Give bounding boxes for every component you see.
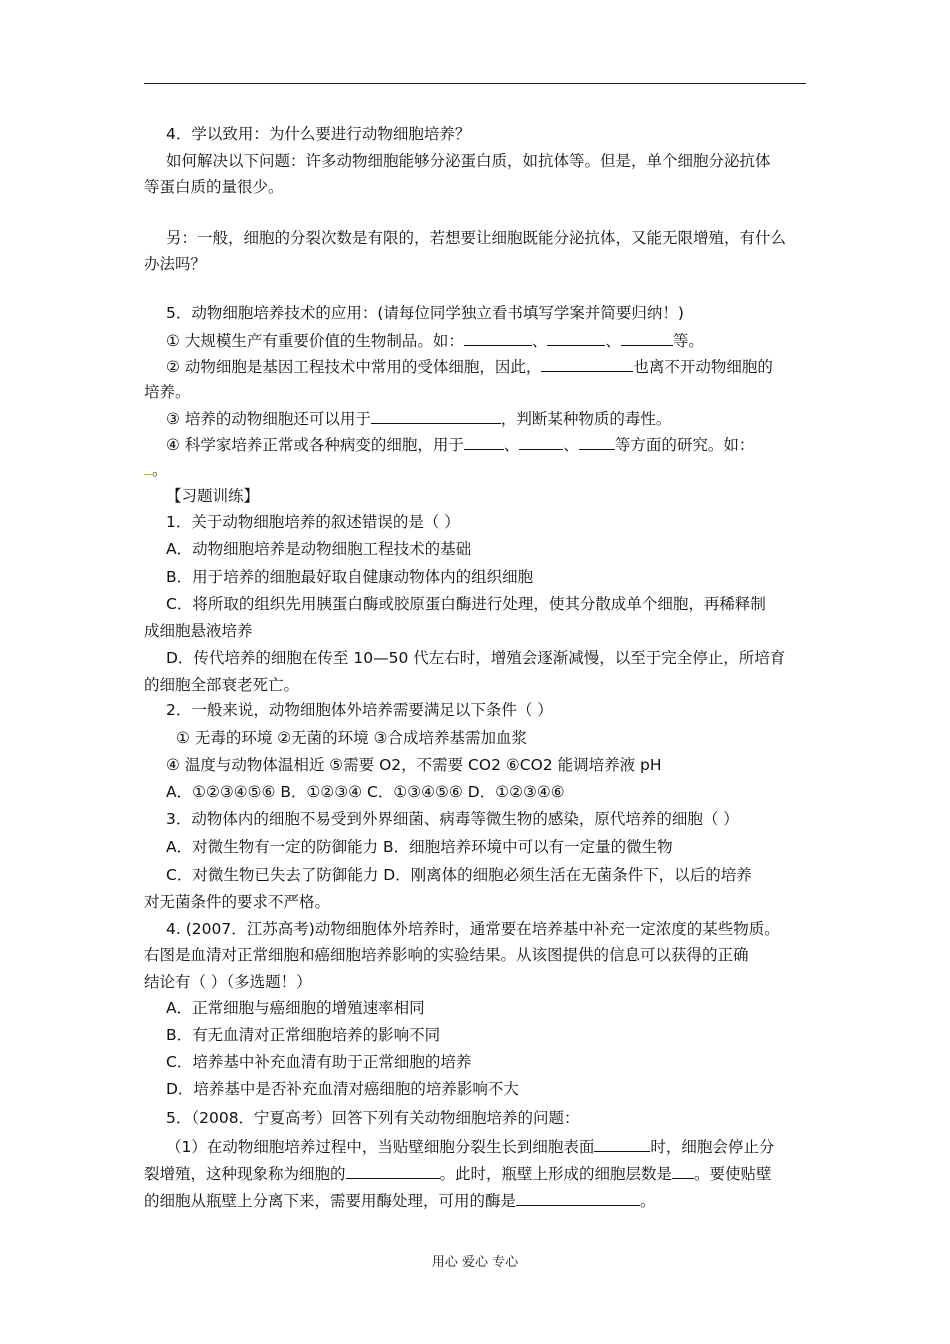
- separator: 、: [605, 332, 621, 350]
- question-5-part1-line2: [144, 1163, 772, 1184]
- section-5-item-2-line2: 培养。: [144, 383, 191, 401]
- item-1-text: ① 大规模生产有重要价值的生物制品。如：: [166, 332, 464, 350]
- question-2-options: A．①②③④⑤⑥ B．①②③④ C．①③④⑤⑥ D．①②③④⑥: [166, 783, 565, 801]
- part1-text: 的细胞从瓶壁上分离下来，需要用酶处理，可用的酶是: [144, 1192, 517, 1210]
- section-5-item-4-line2: [144, 460, 168, 480]
- fill-blank[interactable]: [547, 330, 605, 346]
- page-footer: 用心 爱心 专心: [431, 1255, 519, 1270]
- section-5-item-1: [166, 330, 704, 351]
- item-4-text-cont: 等方面的研究。如：: [614, 436, 755, 454]
- question-2-conditions-row2: ④ 温度与动物体温相近 ⑤需要 O2，不需要 CO2 ⑥CO2 能调培养液 pH: [166, 756, 662, 774]
- section-5-title: 5．动物细胞培养技术的应用：(请每位同学独立看书填写学案并简要归纳！): [166, 304, 684, 322]
- fill-blank[interactable]: [519, 434, 563, 450]
- section-4-para1-line1: 如何解决以下问题：许多动物细胞能够分泌蛋白质，如抗体等。但是，单个细胞分泌抗体: [166, 152, 771, 170]
- question-3-options-ab: A．对微生物有一定的防御能力 B．细胞培养环境中可以有一定量的微生物: [166, 838, 673, 856]
- item-2-text: ② 动物细胞是基因工程技术中常用的受体细胞，因此，: [166, 358, 542, 376]
- fill-blank[interactable]: [594, 1136, 650, 1152]
- section-5-item-3: [166, 408, 671, 429]
- question-5-part1-line1: [166, 1136, 774, 1157]
- fill-blank[interactable]: [541, 356, 633, 372]
- fill-blank[interactable]: [346, 1163, 440, 1179]
- question-4-option-d: D．培养基中是否补充血清对癌细胞的培养影响不大: [166, 1080, 519, 1098]
- separator: 、: [503, 436, 520, 454]
- question-4-line3: 结论有（ ）（多选题！）: [144, 973, 312, 991]
- part1-text-cont: 。此时，瓶壁上形成的细胞层数是: [439, 1165, 673, 1183]
- question-2: 2．一般来说，动物细胞体外培养需要满足以下条件（ ）: [166, 701, 553, 719]
- item-4-text: ④ 科学家培养正常或各种病变的细胞，用于: [166, 436, 464, 454]
- question-5: 5．（2008．宁夏高考）回答下列有关动物细胞培养的问题：: [166, 1109, 580, 1127]
- question-1-option-d-line2: 的细胞全部衰老死亡。: [144, 676, 300, 694]
- question-4-option-b: B．有无血清对正常细胞培养的影响不同: [166, 1026, 441, 1044]
- fill-blank[interactable]: [579, 434, 615, 450]
- fill-blank[interactable]: [621, 330, 673, 346]
- part1-text: 裂增殖，这种现象称为细胞的: [144, 1165, 346, 1183]
- section-4-title: 4．学以致用：为什么要进行动物细胞培养？: [166, 125, 471, 143]
- edit-mark: [144, 464, 152, 475]
- header-rule: [144, 83, 806, 84]
- question-4-line1: 4. (2007．江苏高考)动物细胞体外培养时，通常要在培养基中补充一定浓度的某些物质。: [166, 920, 780, 938]
- question-1-option-a: A．动物细胞培养是动物细胞工程技术的基础: [166, 540, 472, 558]
- question-3: 3．动物体内的细胞不易受到外界细菌、病毒等微生物的感染，原代培养的细胞（ ）: [166, 810, 739, 828]
- question-1-option-d-line1: D．传代培养的细胞在传至 10—50 代左右时，增殖会逐渐减慢，以至于完全停止，所培育: [166, 649, 786, 667]
- separator: 、: [563, 436, 579, 454]
- fill-blank[interactable]: [516, 1190, 640, 1206]
- fill-blank[interactable]: [371, 408, 501, 424]
- fill-blank[interactable]: [672, 1163, 694, 1179]
- question-4-line2: 右图是血清对正常细胞和癌细胞培养影响的实验结果。从该图提供的信息可以获得的正确: [144, 946, 749, 964]
- question-5-part1-line3: [144, 1190, 656, 1211]
- fill-blank[interactable]: [464, 330, 532, 346]
- question-3-options-cd-line2: 对无菌条件的要求不严格。: [144, 893, 331, 911]
- section-5-item-4: [166, 434, 754, 455]
- part1-text-end: 。: [640, 1192, 656, 1210]
- part1-text-end: 。要使贴壁: [694, 1165, 772, 1183]
- section-4-para2-line1: 另：一般，细胞的分裂次数是有限的，若想要让细胞既能分泌抗体，又能无限增殖，有什么: [166, 229, 787, 247]
- question-1-option-b: B．用于培养的细胞最好取自健康动物体内的组织细胞: [166, 568, 534, 586]
- item-1-end: 等。: [672, 332, 704, 350]
- section-4-para2-line2: 办法吗？: [144, 255, 207, 273]
- practice-heading: 【习题训练】: [166, 487, 260, 505]
- part1-text: （1）在动物细胞培养过程中，当贴壁细胞分裂生长到细胞表面: [166, 1138, 595, 1156]
- question-3-options-cd-line1: C．对微生物已失去了防御能力 D．刚离体的细胞必须生活在无菌条件下，以后的培养: [166, 866, 752, 884]
- item-4-end: 。: [152, 461, 168, 479]
- section-5-item-2: [166, 356, 773, 377]
- separator: 、: [531, 332, 548, 350]
- item-3-text: ③ 培养的动物细胞还可以用于: [166, 410, 371, 428]
- question-1: 1．关于动物细胞培养的叙述错误的是（ ）: [166, 513, 460, 531]
- item-3-text-cont: ，判断某种物质的毒性。: [500, 410, 672, 428]
- question-4-option-a: A．正常细胞与癌细胞的增殖速率相同: [166, 999, 425, 1017]
- fill-blank[interactable]: [464, 434, 504, 450]
- question-2-conditions-row1: ① 无毒的环境 ②无菌的环境 ③合成培养基需加血浆: [176, 729, 527, 747]
- part1-text-cont: 时，细胞会停止分: [650, 1138, 775, 1156]
- question-4-option-c: C．培养基中补充血清有助于正常细胞的培养: [166, 1053, 472, 1071]
- question-1-option-c-line2: 成细胞悬液培养: [144, 622, 253, 640]
- item-2-text-cont: 也离不开动物细胞的: [633, 358, 773, 376]
- section-4-para1-line2: 等蛋白质的量很少。: [144, 178, 284, 196]
- question-1-option-c-line1: C．将所取的组织先用胰蛋白酶或胶原蛋白酶进行处理，使其分散成单个细胞，再稀释制: [166, 595, 766, 613]
